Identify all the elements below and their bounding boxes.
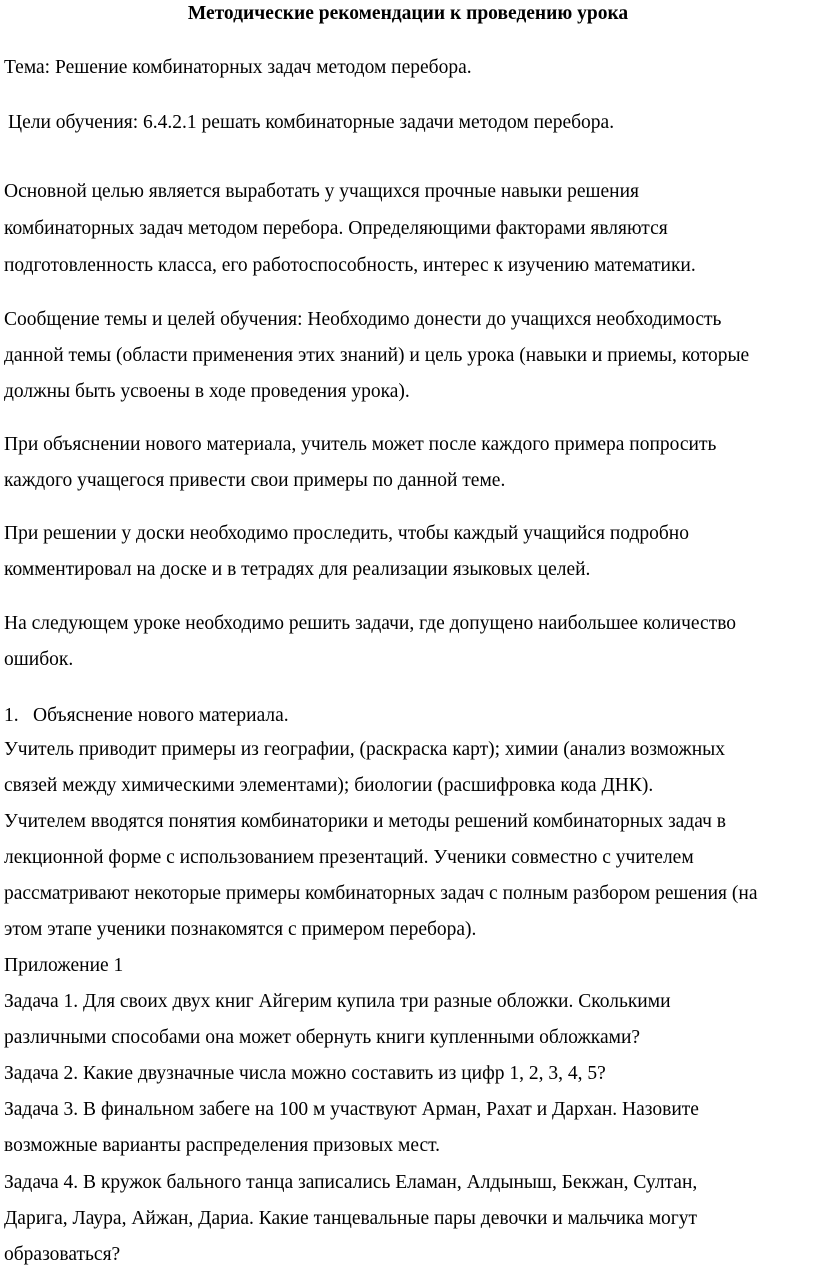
appendix-label: Приложение 1 <box>4 955 124 976</box>
paragraph-line: Сообщение темы и целей обучения: Необходимо донести до учащихся необходимость <box>4 309 722 330</box>
paragraph-line: комбинаторных задач методом перебора. Определяющими факторами являются <box>4 218 668 239</box>
task-line: различными способами она может обернуть книги купленными обложками? <box>4 1027 641 1048</box>
paragraph-line: На следующем уроке необходимо решить задачи, где допущено наибольшее количество <box>4 613 737 634</box>
task-line: Задача 4. В кружок бального танца записались Еламан, Алдыныш, Бекжан, Султан, <box>4 1172 698 1193</box>
paragraph-line: данной темы (области применения этих знаний) и цель урока (навыки и приемы, которые <box>4 345 750 366</box>
goals-line: Цели обучения: 6.4.2.1 решать комбинаторные задачи методом перебора. <box>8 112 615 133</box>
task-line: Задача 2. Какие двузначные числа можно составить из цифр 1, 2, 3, 4, 5? <box>4 1063 606 1084</box>
body-line: этом этапе ученики познакомятся с примером перебора). <box>4 919 477 940</box>
paragraph-line: При решении у доски необходимо проследить, чтобы каждый учащийся подробно <box>4 523 689 544</box>
document-title: Методические рекомендации к проведению урока <box>187 3 629 24</box>
task-line: Дарига, Лаура, Айжан, Дариа. Какие танцевальные пары девочки и мальчика могут <box>4 1208 698 1229</box>
paragraph-line: При объяснении нового материала, учитель может после каждого примера попросить <box>4 434 717 455</box>
list-item-number: 1. <box>4 705 19 726</box>
body-line: связей между химическими элементами); биологии (расшифровка кода ДНК). <box>4 775 654 796</box>
body-line: рассматривают некоторые примеры комбинаторных задач с полным разбором решения (на <box>4 883 758 904</box>
paragraph-line: подготовленность класса, его работоспособность, интерес к изучению математики. <box>4 255 696 276</box>
task-line: образоваться? <box>4 1244 121 1265</box>
task-line: возможные варианты распределения призовых мест. <box>4 1135 441 1156</box>
topic-line: Тема: Решение комбинаторных задач методом перебора. <box>4 57 472 78</box>
body-line: лекционной форме с использованием презентаций. Ученики совместно с учителем <box>4 847 694 868</box>
task-line: Задача 3. В финальном забеге на 100 м участвуют Арман, Рахат и Дархан. Назовите <box>4 1099 699 1120</box>
paragraph-line: комментировал на доске и в тетрадях для реализации языковых целей. <box>4 559 591 580</box>
paragraph-line: Основной целью является выработать у учащихся прочные навыки решения <box>4 181 640 202</box>
task-line: Задача 1. Для своих двух книг Айгерим купила три разные обложки. Сколькими <box>4 991 671 1012</box>
body-line: Учителем вводятся понятия комбинаторики и методы решений комбинаторных задач в <box>4 811 726 832</box>
paragraph-line: ошибок. <box>4 649 74 670</box>
body-line: Учитель приводит примеры из географии, (раскраска карт); химии (анализ возможных <box>4 739 725 760</box>
paragraph-line: должны быть усвоены в ходе проведения урока). <box>4 381 410 402</box>
list-item-text: Объяснение нового материала. <box>33 705 289 726</box>
paragraph-line: каждого учащегося привести свои примеры по данной теме. <box>4 470 506 491</box>
